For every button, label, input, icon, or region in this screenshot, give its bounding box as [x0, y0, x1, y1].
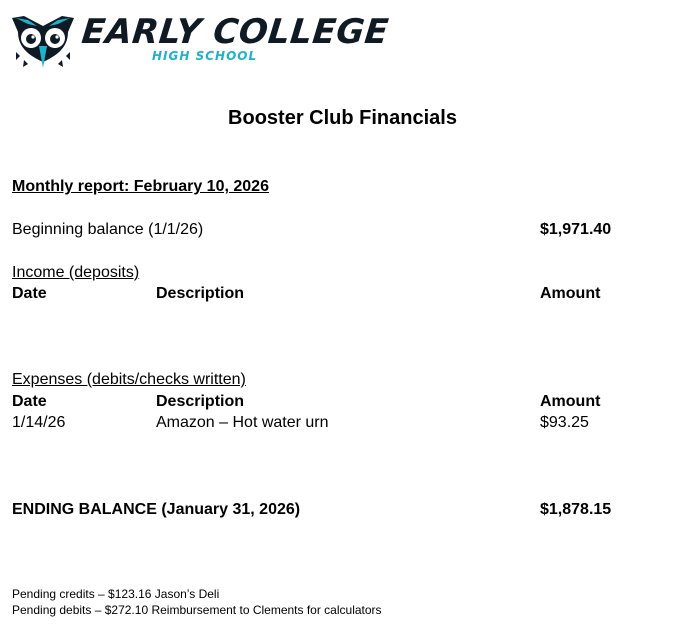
expense-row-amount: $93.25 — [540, 414, 589, 431]
pending-credits: Pending credits – $123.16 Jason’s Deli — [12, 587, 220, 601]
owl-logo-icon — [10, 12, 76, 70]
income-col-description: Description — [156, 285, 245, 302]
pending-debits: Pending debits – $272.10 Reimbursement to Clements for calculators — [12, 603, 382, 617]
beginning-balance-value: $1,971.40 — [540, 221, 612, 238]
expenses-col-amount: Amount — [540, 393, 601, 410]
expense-row-description: Amazon – Hot water urn — [156, 414, 329, 431]
expenses-heading: Expenses (debits/checks written) — [12, 371, 246, 388]
expenses-col-date: Date — [12, 393, 47, 410]
expense-row-date: 1/14/26 — [12, 414, 66, 431]
expenses-col-description: Description — [156, 393, 245, 410]
income-col-date: Date — [12, 285, 47, 302]
report-heading: Monthly report: February 10, 2026 — [12, 178, 269, 195]
ending-balance-value: $1,878.15 — [540, 501, 612, 518]
page-title: Booster Club Financials — [228, 107, 457, 129]
brand-name: EARLY COLLEGE — [79, 12, 391, 52]
brand-subtitle: HIGH SCHOOL — [152, 49, 258, 63]
ending-balance-label: ENDING BALANCE (January 31, 2026) — [12, 501, 301, 518]
income-heading: Income (deposits) — [12, 264, 140, 281]
beginning-balance-label: Beginning balance (1/1/26) — [12, 221, 204, 238]
income-col-amount: Amount — [540, 285, 601, 302]
